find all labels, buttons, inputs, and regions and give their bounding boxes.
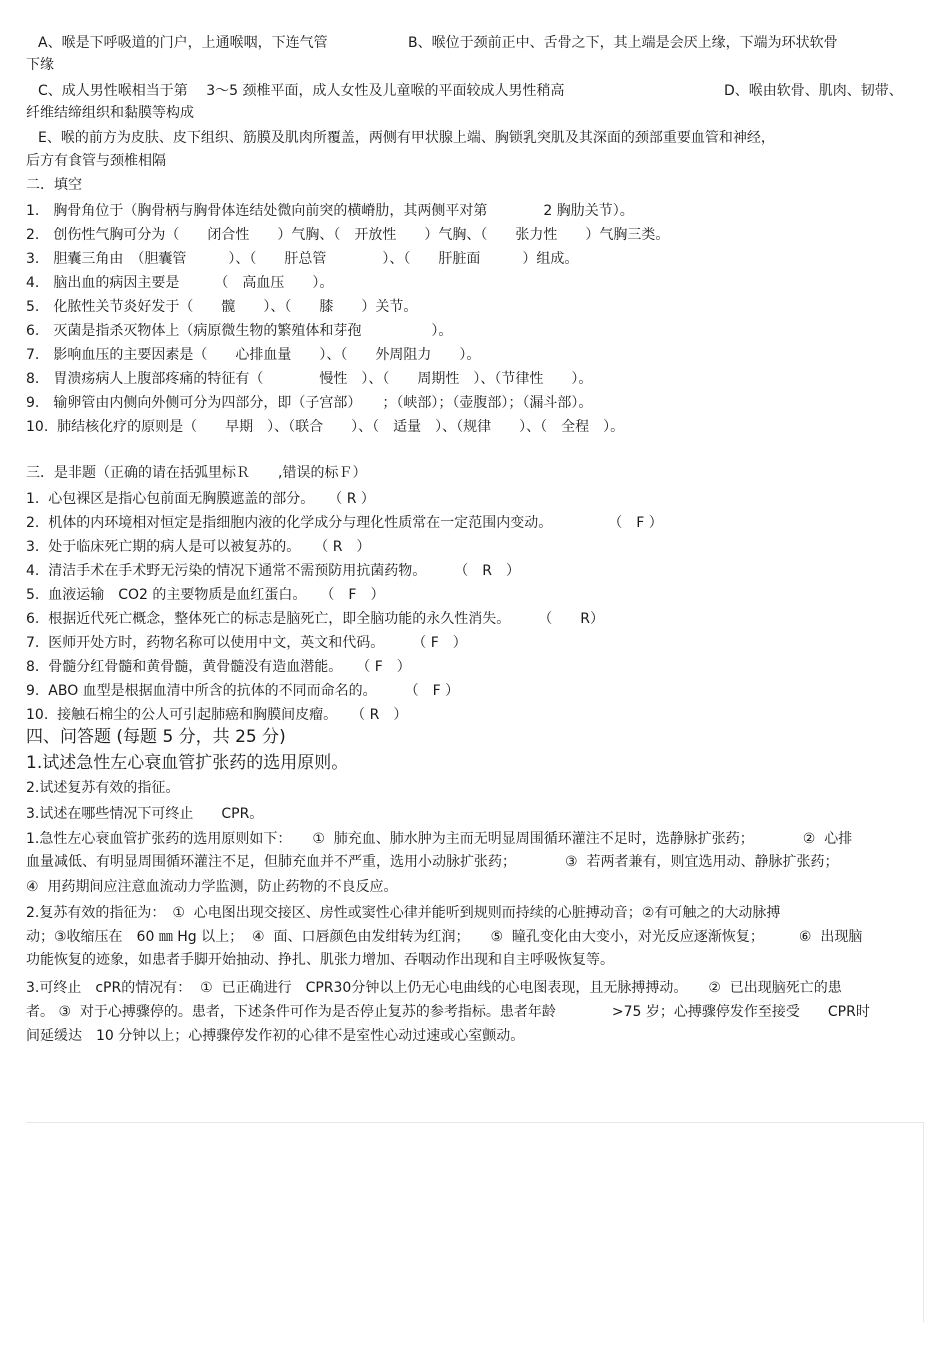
option-d-continued: 纤维结缔组织和黏膜等构成 <box>26 105 194 121</box>
question-3: 3.试述在哪些情况下可终止 CPR。 <box>26 806 264 822</box>
fill-item: 6. 灭菌是指杀灭物体上（病原微生物的繁殖体和芽孢 ）。 <box>26 323 453 339</box>
fill-item: 2. 创伤性气胸可分为（ 闭合性 ）气胸、（ 开放性 ）气胸、（ 张力性 ）气胸三类。 <box>26 227 670 243</box>
option-b-continued: 下缘 <box>26 57 54 73</box>
true-false-item: 5. 血液运输 CO2 的主要物质是血红蛋白。 （ F ） <box>26 587 385 603</box>
answer-2-line: 功能恢复的迹象，如患者手脚开始抽动、挣扎、肌张力增加、吞咽动作出现和自主呼吸恢复等。 <box>26 952 614 968</box>
qa-heading: 四、问答题 (每题 5 分，共 25 分) <box>26 727 286 747</box>
answer-1-line: 1.急性左心衰血管扩张药的选用原则如下： ① 肺充血、肺水肿为主而无明显周围循环灌注不足时，选静脉扩张药； ② 心排 <box>26 831 853 847</box>
option-b: B、喉位于颈前正中、舌骨之下，其上端是会厌上缘，下端为环状软骨 <box>408 35 838 51</box>
true-false-item: 10. 接触石棉尘的公人可引起肺癌和胸膜间皮瘤。 （ R ） <box>26 707 408 723</box>
true-false-item: 1. 心包裸区是指心包前面无胸膜遮盖的部分。 （ R ） <box>26 491 375 507</box>
true-false-item: 8. 骨髓分红骨髓和黄骨髓，黄骨髓没有造血潜能。 （ F ） <box>26 659 411 675</box>
option-e: E、喉的前方为皮肤、皮下组织、筋膜及肌肉所覆盖，两侧有甲状腺上端、胸锁乳突肌及其深面的颈部重要血管和神经， <box>38 130 775 146</box>
answer-3-line: 间延缓达 10 分钟以上；心搏骤停发作初的心律不是室性心动过速或心室颤动。 <box>26 1028 525 1044</box>
option-a: A、喉是下呼吸道的门户，上通喉咽，下连气管 <box>38 35 328 51</box>
fill-item: 4. 脑出血的病因主要是 （ 高血压 ）。 <box>26 275 334 291</box>
fill-item: 3. 胆囊三角由 （胆囊管 ）、（ 肝总管 ）、（ 肝脏面 ）组成。 <box>26 251 579 267</box>
page-edge <box>923 1122 924 1322</box>
question-1: 1.试述急性左心衰血管扩张药的选用原则。 <box>26 753 349 773</box>
fill-item: 7. 影响血压的主要因素是（ 心排血量 ）、（ 外周阻力 ）。 <box>26 347 481 363</box>
fill-item: 5. 化脓性关节炎好发于（ 髋 ）、（ 膝 ）关节。 <box>26 299 418 315</box>
answer-1-line: 血量减低、有明显周围循环灌注不足，但肺充血并不严重，选用小动脉扩张药； ③ 若两者兼有，则宜选用动、静脉扩张药； <box>26 854 839 870</box>
answer-1-line: ④ 用药期间应注意血流动力学监测，防止药物的不良反应。 <box>26 879 398 895</box>
option-e-continued: 后方有食管与颈椎相隔 <box>26 153 166 169</box>
answer-2-line: 2.复苏有效的指征为： ① 心电图出现交接区、房性或窦性心律并能听到规则而持续的心脏搏动音；②有可触之的大动脉搏 <box>26 905 781 921</box>
true-false-item: 9. ABO 血型是根据血清中所含的抗体的不同而命名的。 （ F ） <box>26 683 460 699</box>
fill-item: 8. 胃溃疡病人上腹部疼痛的特征有（ 慢性 ）、（ 周期性 ）、（节律性 ）。 <box>26 371 593 387</box>
fill-item: 1. 胸骨角位于（胸骨柄与胸骨体连结处微向前突的横嵴肋，其两侧平对第 2 胸肋关节）。 <box>26 203 634 219</box>
true-false-item: 6. 根据近代死亡概念，整体死亡的标志是脑死亡，即全脑功能的永久性消失。 （ R） <box>26 611 604 627</box>
answer-3-line: 3.可终止 cPR的情况有： ① 已正确进行 CPR30分钟以上仍无心电曲线的心电图表现，且无脉搏搏动。 ② 已出现脑死亡的患 <box>26 980 842 996</box>
fill-item: 10. 肺结核化疗的原则是（ 早期 ）、（联合 ）、（ 适量 ）、（规律 ）、（ 全程 ）。 <box>26 419 625 435</box>
true-false-item: 2. 机体的内环境相对恒定是指细胞内液的化学成分与理化性质常在一定范围内变动。 （ F ） <box>26 515 663 531</box>
option-c: C、成人男性喉相当于第 3～5 颈椎平面，成人女性及儿童喉的平面较成人男性稍高 <box>38 83 565 99</box>
true-false-item: 4. 清洁手术在手术野无污染的情况下通常不需预防用抗菌药物。 （ R ） <box>26 563 520 579</box>
fill-heading: 二．填空 <box>26 177 82 193</box>
answer-2-line: 动；③收缩压在 60 ㎜ Hg 以上； ④ 面、口唇颜色由发绀转为红润； ⑤ 瞳孔变化由大变小，对光反应逐渐恢复； ⑥ 出现脑 <box>26 929 863 945</box>
option-d: D、喉由软骨、肌肉、韧带、 <box>724 83 903 99</box>
fill-item: 9. 输卵管由内侧向外侧可分为四部分，即（子宫部） ；（峡部）；（壶腹部）；（漏斗部）。 <box>26 395 593 411</box>
question-2: 2.试述复苏有效的指征。 <box>26 780 180 796</box>
true-false-item: 3. 处于临床死亡期的病人是可以被复苏的。 （ R ） <box>26 539 371 555</box>
true-false-heading: 三．是非题（正确的请在括弧里标Ｒ ,错误的标Ｆ） <box>26 465 367 481</box>
page-divider <box>26 1122 924 1123</box>
true-false-item: 7. 医师开处方时，药物名称可以使用中文，英文和代码。 （ F ） <box>26 635 467 651</box>
answer-3-line: 者。 ③ 对于心搏骤停的。患者，下述条件可作为是否停止复苏的参考指标。患者年龄 >75 岁；心搏骤停发作至接受 CPR时 <box>26 1004 870 1020</box>
